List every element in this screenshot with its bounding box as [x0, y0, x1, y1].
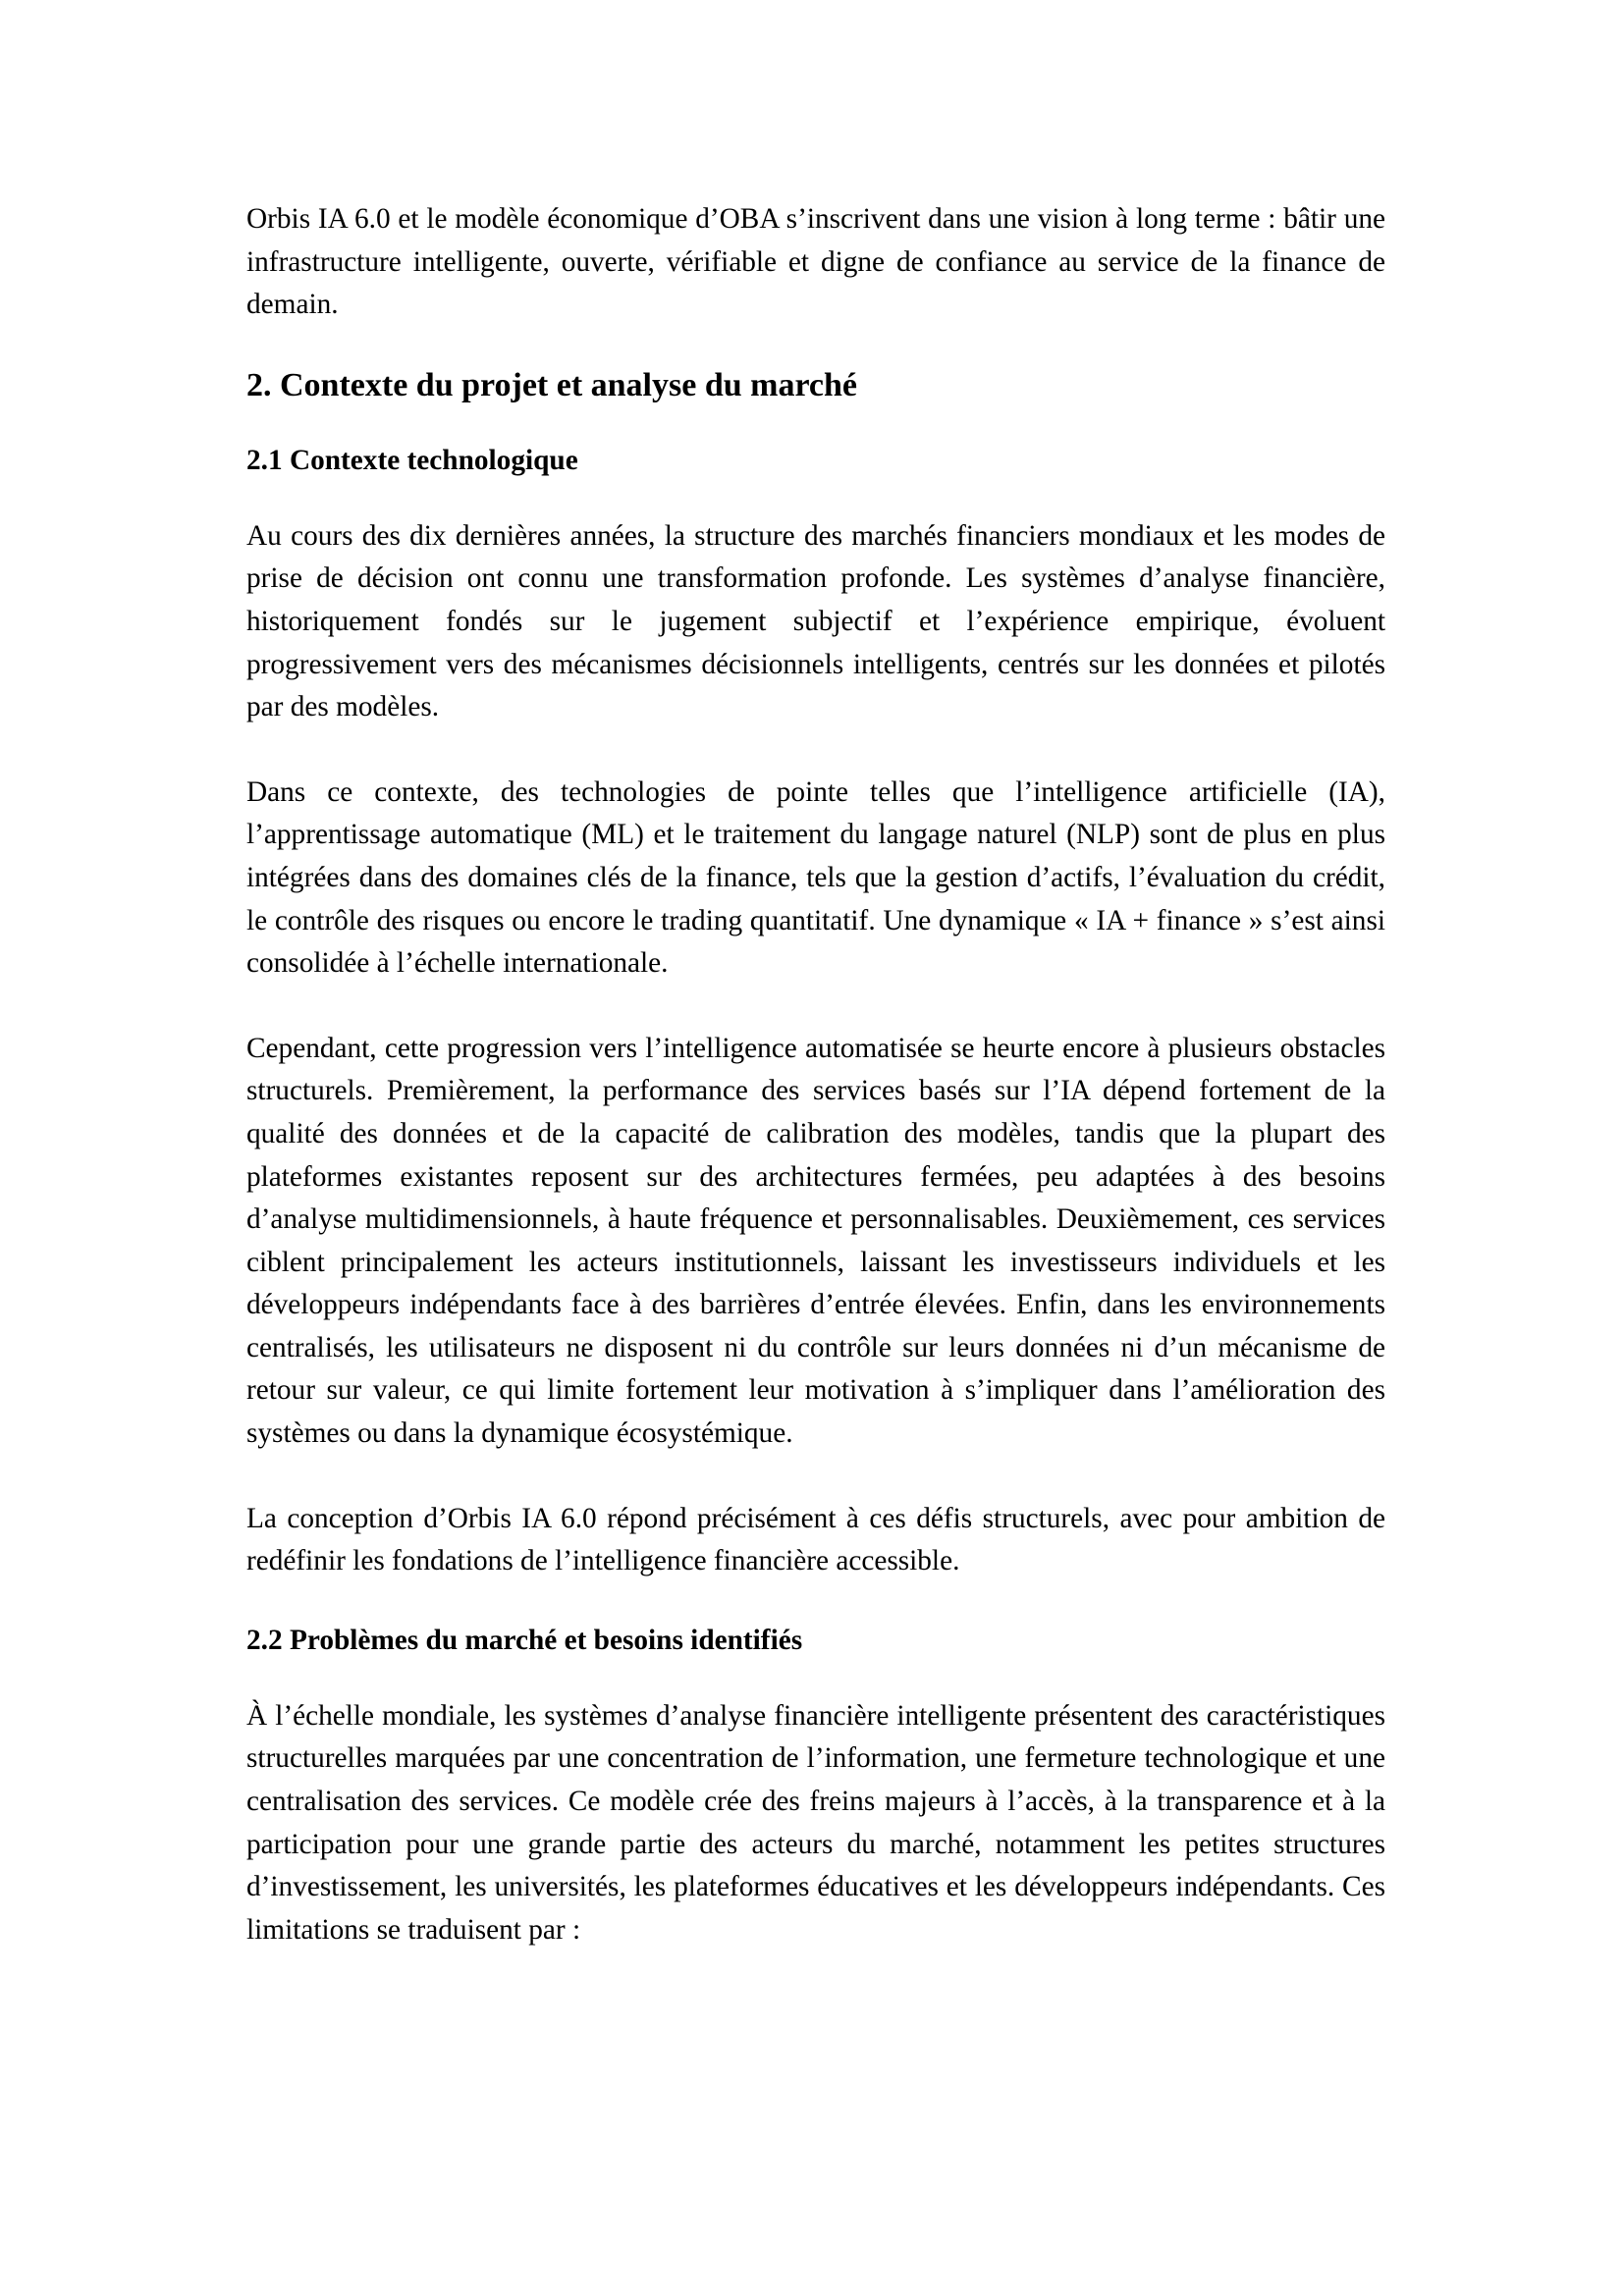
subsection-heading-2-1: 2.1 Contexte technologique [246, 444, 578, 476]
paragraph-2-1-3: Cependant, cette progression vers l’intelligence automatisée se heurte encore à plusieurs obstacles structurels. Premièrement, la performance des services basés sur l’IA dépend fortement de la qualité des données et de la capacité de calibration des modèles, tandis que la plupart des plateformes existantes reposent sur des architectures fermées, peu adaptées à des besoins d’analyse multidimensionnels, à haute fréquence et personnalisables. Deuxièmement, ces services ciblent principalement les acteurs institutionnels, laissant les investisseurs individuels et les développeurs indépendants face à des barrières d’entrée élevées. Enfin, dans les environnements centralisés, les utilisateurs ne disposent ni du contrôle sur leurs données ni d’un mécanisme de retour sur valeur, ce qui limite fortement leur motivation à s’impliquer dans l’amélioration des systèmes ou dans la dynamique écosystémique. [246, 1032, 1385, 1450]
paragraph-2-2-1: À l’échelle mondiale, les systèmes d’analyse financière intelligente présentent des caractéristiques structurelles marquées par une concentration de l’information, une fermeture technologique et une centralisation des services. Ce modèle crée des freins majeurs à l’accès, à la transparence et à la participation pour une grande partie des acteurs du marché, notamment les petites structures d’investissement, les universités, les plateformes éducatives et les développeurs indépendants. Ces limitations se traduisent par : [246, 1699, 1385, 1946]
spacer [246, 1583, 1385, 1619]
spacer [246, 1662, 1385, 1695]
spacer [246, 327, 1385, 364]
paragraph-2-1-4: La conception d’Orbis IA 6.0 répond précisément à ces défis structurels, avec pour ambition de redéfinir les fondations de l’intelligence financière accessible. [246, 1502, 1385, 1577]
spacer [246, 1456, 1385, 1498]
spacer [246, 407, 1385, 439]
paragraph-2-1-1: Au cours des dix dernières années, la structure des marchés financiers mondiaux et les modes de prise de décision ont connu une transformation profonde. Les systèmes d’analyse financière, historiquement fondés sur le jugement subjectif et l’expérience empirique, évoluent progressivement vers des mécanismes décisionnels intelligents, centrés sur les données et pilotés par des modèles. [246, 519, 1385, 723]
paragraph-2-1-2: Dans ce contexte, des technologies de pointe telles que l’intelligence artificielle (IA), l’apprentissage automatique (ML) et le traitement du langage naturel (NLP) sont de plus en plus intégrées dans des domaines clés de la finance, tels que la gestion d’actifs, l’évaluation du crédit, le contrôle des risques ou encore le trading quantitatif. Une dynamique « IA + finance » s’est ainsi consolidée à l’échelle internationale. [246, 775, 1385, 980]
spacer [246, 986, 1385, 1028]
subsection-heading-2-2: 2.2 Problèmes du marché et besoins identifiés [246, 1624, 803, 1656]
document-page [246, 198, 1385, 1951]
spacer [246, 729, 1385, 772]
section-heading-2: 2. Contexte du projet et analyse du marché [246, 366, 858, 403]
spacer [246, 482, 1385, 515]
intro-paragraph: Orbis IA 6.0 et le modèle économique d’OBA s’inscrivent dans une vision à long terme : bâtir une infrastructure intelligente, ouverte, vérifiable et digne de confiance au service de la finance de demain. [246, 203, 1385, 321]
